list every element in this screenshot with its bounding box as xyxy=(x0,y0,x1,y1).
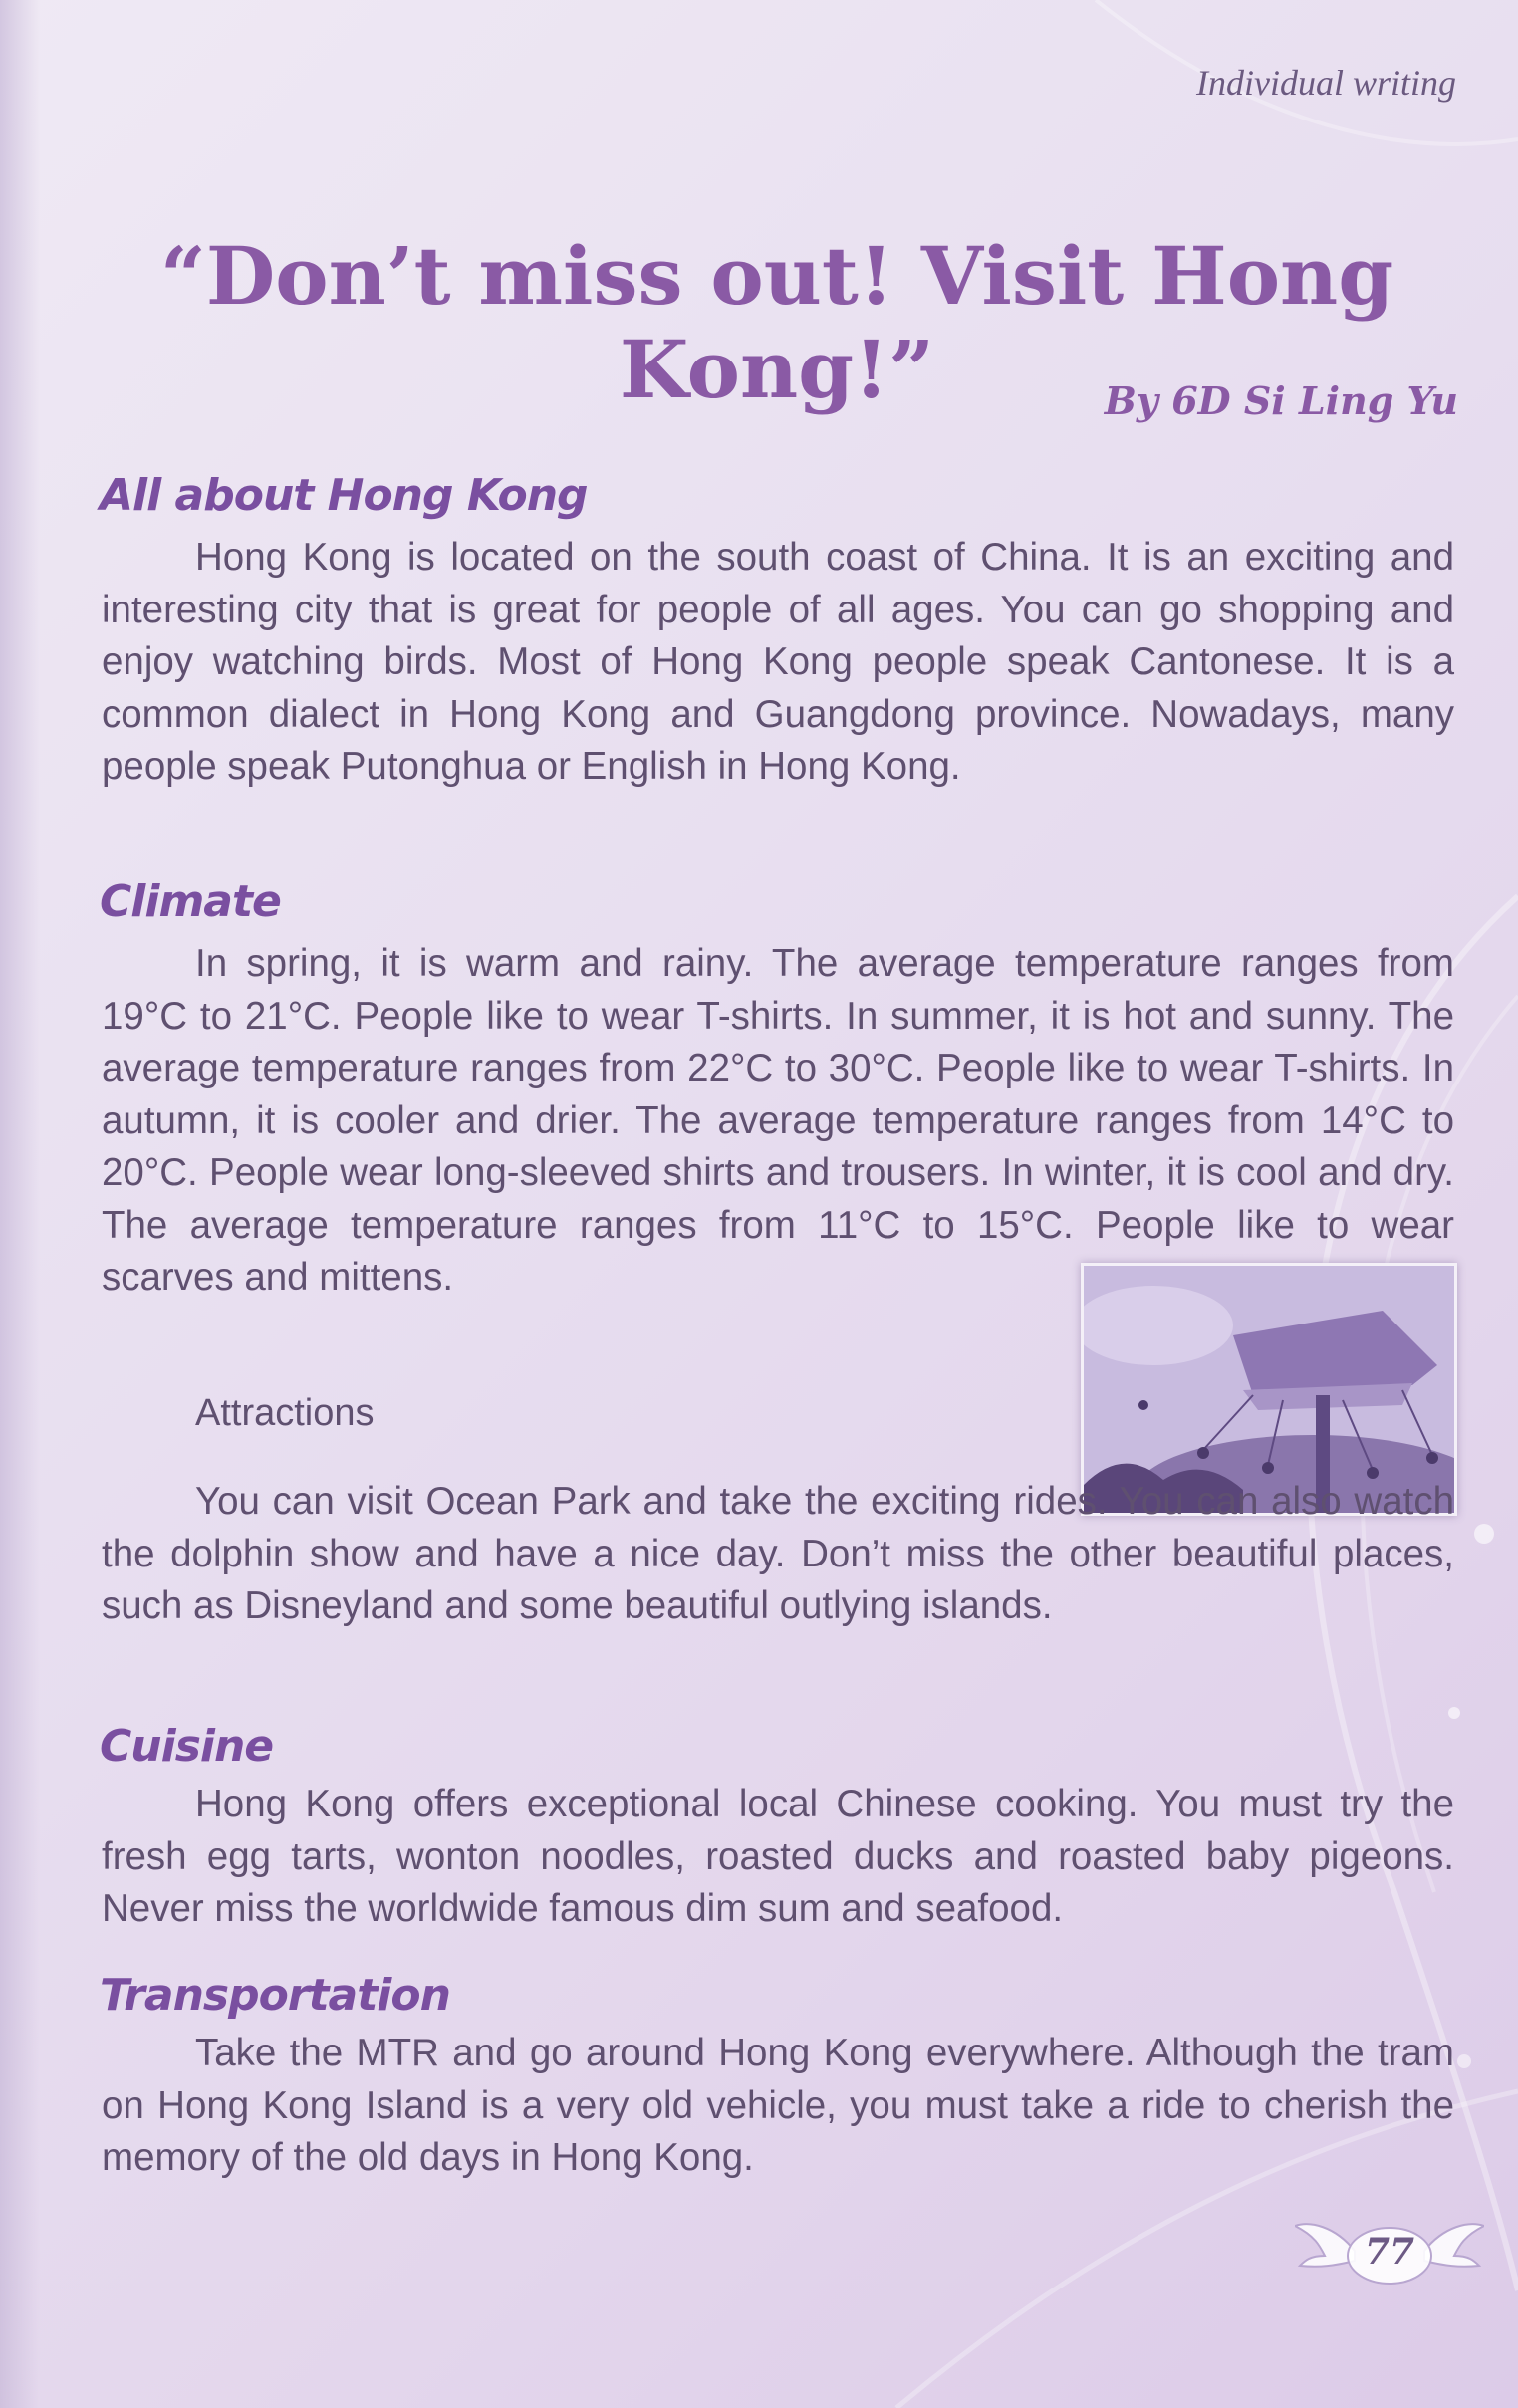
heading-cuisine: Cuisine xyxy=(100,1721,274,1772)
page-number: 77 xyxy=(1365,2231,1415,2273)
paragraph-all-about-hong-kong: Hong Kong is located on the south coast of China. It is an exciting and interesting city that is great for people of all ages. You can go shopping and enjoy watching birds. Most of Hong Kong people speak Cantonese. It is a common dialect in Hong Kong and Guangdong province. Nowadays, many people speak Putonghua or English in Hong Kong. xyxy=(102,536,1454,788)
heading-attractions: Attractions xyxy=(195,1392,375,1434)
heading-climate: Climate xyxy=(100,876,281,927)
article-byline: By 6D Si Ling Yu xyxy=(1104,378,1458,423)
paragraph-transportation: Take the MTR and go around Hong Kong everywhere. Although the tram on Hong Kong Island is a very old vehicle, you must take a ride to cherish the memory of the old days in Hong Kong. xyxy=(102,2032,1454,2179)
paragraph-cuisine: Hong Kong offers exceptional local Chinese cooking. You must try the fresh egg tarts, wonton noodles, roasted ducks and roasted baby pigeons. Never miss the worldwide famous dim sum and seafood. xyxy=(102,1783,1454,1930)
paragraph-climate xyxy=(102,938,1454,1305)
heading-transportation: Transportation xyxy=(100,1970,450,2021)
section-label: Individual writing xyxy=(1196,63,1456,103)
attractions-text: You can visit Ocean Park and take the exciting rides. You can also watch the dolphin show and have a nice day. Don’t miss the other beautiful places, such as Disneyland and some beautiful outlying islands. xyxy=(102,1480,1454,1627)
climate-text: In spring, it is warm and rainy. The average temperature ranges from 19°C to 21°C. People like to wear T-shirts. In summer, it is hot and sunny. The average temperature ranges from 22°C to 30°C. People like to wear T-shirts. In autumn, it is cooler and drier. The average temperature ranges from 14°C to 20°C. People wear long-sleeved shirts and trousers. In winter, it is cool and dry. The average temperature ranges from 11°C to 15°C. People like to wear scarves and mittens. xyxy=(102,942,1454,1299)
paragraph-attractions xyxy=(102,1476,1454,1633)
heading-all-about-hong-kong: All about Hong Kong xyxy=(100,470,588,521)
article-title: “Don’t miss out! Visit Hong Kong!” xyxy=(159,229,1394,416)
